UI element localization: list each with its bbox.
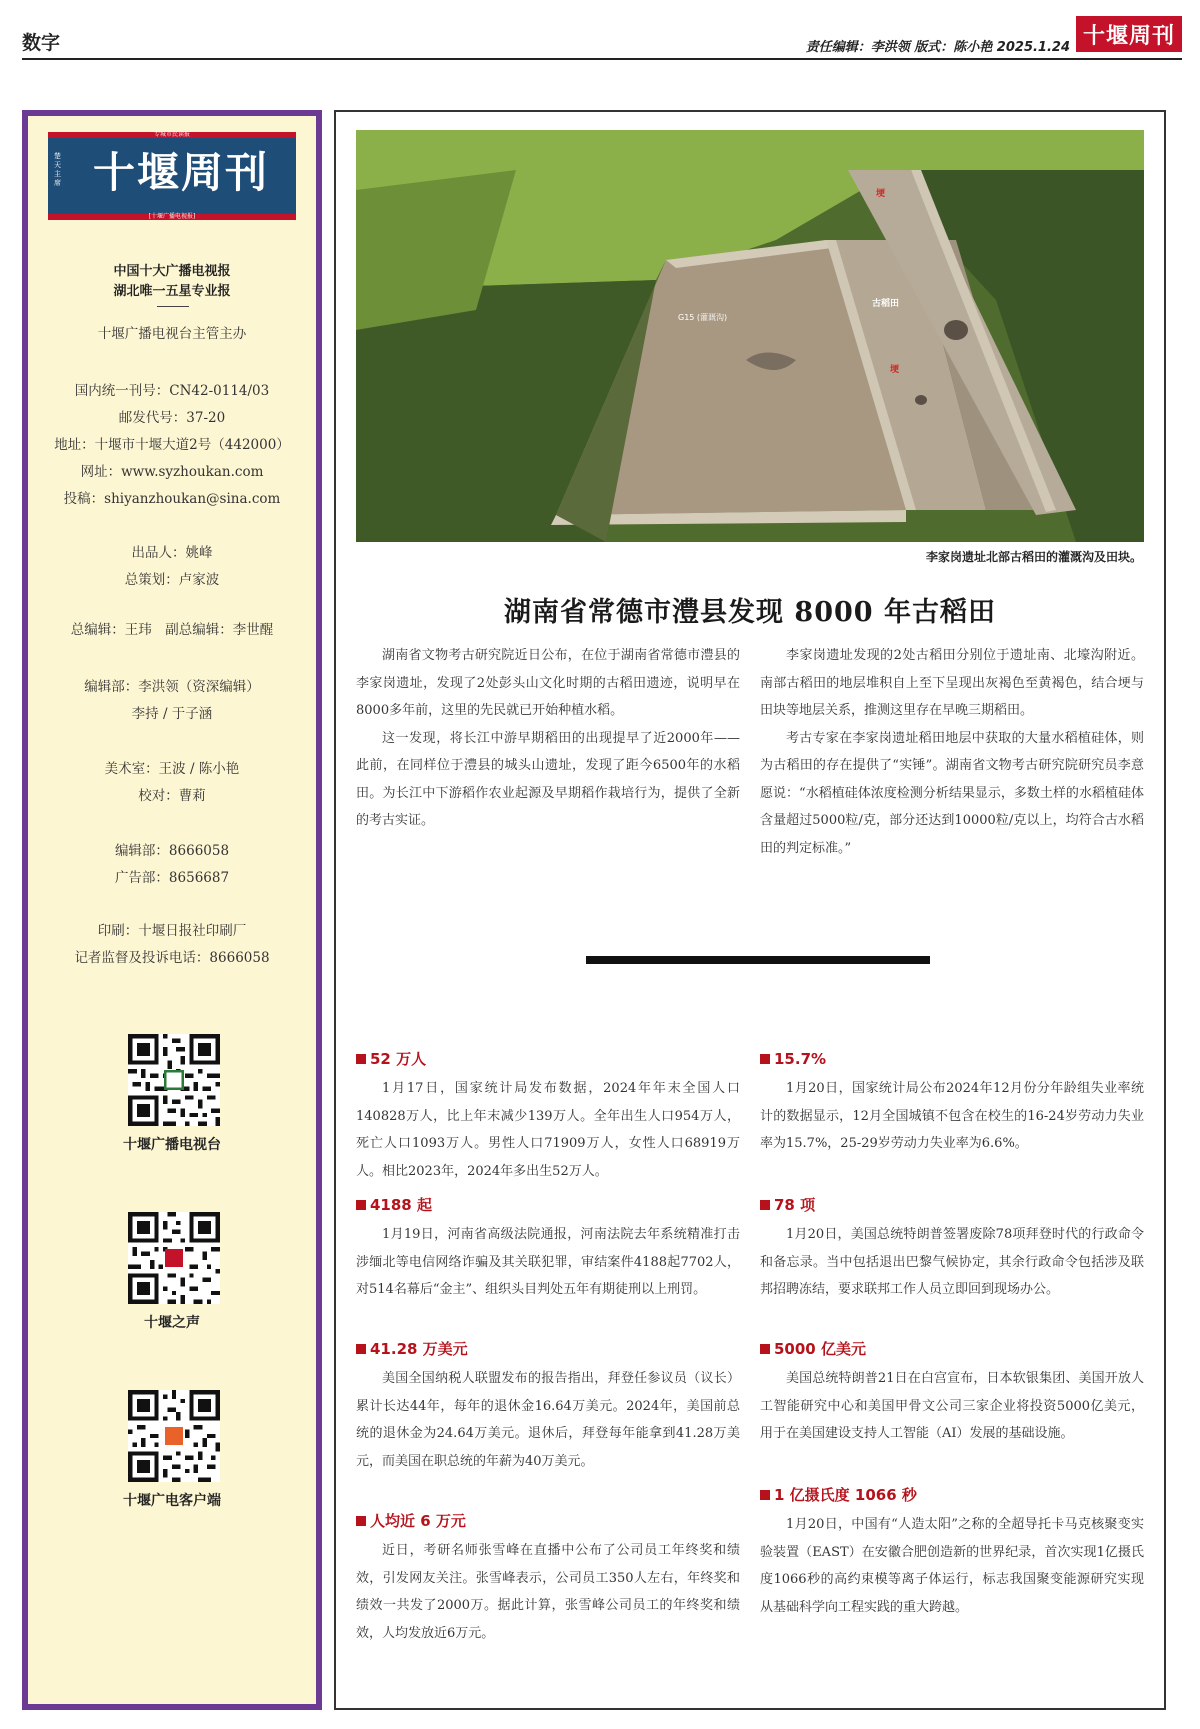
news-item-title bbox=[356, 1510, 740, 1532]
news-item-body: 美国全国纳税人联盟发布的报告指出，拜登任参议员（议长）累计长达44年，每年的退休金16.64万美元。2024年，美国前总统的退休金为24.64万美元。退休后，拜登每年能拿到41.28万美元，而美国在职总统的年薪为40万美元。 bbox=[356, 1371, 740, 1469]
red-square-icon bbox=[760, 1054, 770, 1064]
chief-editors-line: 总编辑：王玮 副总编辑：李世醒 bbox=[70, 622, 274, 638]
photo-label: 埂 bbox=[876, 189, 886, 199]
sidebar-masthead-panel bbox=[22, 110, 322, 1710]
article-paragraph: 这一发现，将长江中游早期稻田的出现提早了近2000年——此前，在同样位于澧县的城头山遗址，发现了距今6500年的水稻田。为长江中下游稻作农业起源及早期稻作栽培行为，提供了全新的考古实证。 bbox=[356, 730, 740, 828]
news-item bbox=[356, 1194, 740, 1304]
qr-code-icon bbox=[128, 1390, 220, 1482]
news-item bbox=[356, 1510, 740, 1647]
masthead-tagline: 专城市民读报 bbox=[153, 131, 190, 138]
news-item-title-text: 1 亿摄氏度 1066 秒 bbox=[774, 1486, 917, 1504]
masthead-side-text: 楚天主席 bbox=[54, 152, 61, 187]
news-item-title-text: 4188 起 bbox=[370, 1196, 432, 1214]
slogan-rule bbox=[157, 306, 189, 307]
news-item bbox=[356, 1048, 740, 1185]
news-item-title bbox=[760, 1194, 1144, 1216]
news-item-body: 1月19日，河南省高级法院通报，河南法院去年系统精准打击涉缅北等电信网络诈骗及其关联犯罪，审结案件4188起7702人，对514名幕后“金主”、组织头目判处五年有期徒刑以上刑罚。 bbox=[356, 1227, 740, 1297]
photo-label: 古稻田 bbox=[872, 299, 900, 309]
news-item-title-text: 52 万人 bbox=[370, 1050, 427, 1068]
red-square-icon bbox=[760, 1200, 770, 1210]
news-item bbox=[760, 1484, 1144, 1621]
phone-info bbox=[28, 838, 316, 892]
header-logo: 十堰周刊 bbox=[1076, 16, 1182, 52]
masthead-title: 十堰周刊 bbox=[92, 148, 269, 197]
red-square-icon bbox=[356, 1344, 366, 1354]
excavation-photo-image bbox=[356, 130, 1144, 542]
info-line: 邮发代号：37-20 bbox=[118, 410, 226, 426]
news-item-title bbox=[356, 1194, 740, 1216]
news-item-title bbox=[760, 1484, 1144, 1506]
info-line: 网址：www.syzhoukan.com bbox=[80, 464, 264, 480]
news-item-body: 1月20日，美国总统特朗普签署废除78项拜登时代的行政命令和备忘录。当中包括退出巴黎气候协定，其余行政命令包括涉及联邦招聘冻结，要求联邦工作人员立即回到现场办公。 bbox=[760, 1227, 1144, 1297]
editorial-info bbox=[28, 674, 316, 728]
red-square-icon bbox=[760, 1344, 770, 1354]
article-column-right bbox=[760, 642, 1144, 862]
slogan-line: 湖北唯一五星专业报 bbox=[113, 284, 231, 299]
qr-label: 十堰之声 bbox=[144, 1315, 200, 1331]
slogan-line: 中国十大广播电视报 bbox=[113, 264, 231, 279]
news-item-body: 1月20日，国家统计局公布2024年12月份分年龄组失业率统计的数据显示，12月全国城镇不包含在校生的16-24岁劳动力失业率为15.7%，25-29岁劳动力失业率为6.6%。 bbox=[760, 1081, 1144, 1151]
article-paragraph: 考古专家在李家岗遗址稻田地层中获取的大量水稻植硅体，则为古稻田的存在提供了“实锤”。湖南省文物考古研究院研究员李意愿说：“水稻植硅体浓度检测分析结果显示，多数土样的水稻植硅体含量超过5000粒/克，部分还达到10000粒/克以上，均符合古水稻田的判定标准。” bbox=[760, 730, 1144, 856]
photo-label: 埂 bbox=[890, 365, 900, 375]
qr-code-app[interactable] bbox=[128, 1390, 220, 1482]
phone-line: 编辑部：8666058 bbox=[114, 843, 230, 859]
editorial-line: 李持 / 于子涵 bbox=[131, 706, 213, 722]
news-item-title-text: 41.28 万美元 bbox=[370, 1340, 468, 1358]
news-item-title-text: 78 项 bbox=[774, 1196, 816, 1214]
slogan bbox=[28, 262, 316, 302]
news-item bbox=[356, 1338, 740, 1475]
news-item-title bbox=[760, 1338, 1144, 1360]
news-item-title bbox=[356, 1048, 740, 1070]
news-item-body: 1月17日，国家统计局发布数据，2024年年末全国人口140828万人，比上年末减少139万人。全年出生人口954万人，死亡人口1093万人。男性人口71909万人，女性人口68919万人。相比2023年，2024年多出生52万人。 bbox=[356, 1081, 740, 1179]
news-item bbox=[760, 1194, 1144, 1304]
news-item-title-text: 5000 亿美元 bbox=[774, 1340, 866, 1358]
news-item-title-text: 人均近 6 万元 bbox=[370, 1512, 466, 1530]
news-item-title bbox=[356, 1338, 740, 1360]
print-line: 记者监督及投诉电话：8666058 bbox=[74, 950, 270, 966]
phone-line: 广告部：8656687 bbox=[114, 870, 230, 886]
section-title: 数字 bbox=[22, 32, 61, 54]
news-item-title-text: 15.7% bbox=[774, 1050, 827, 1068]
qr-code-icon bbox=[128, 1034, 220, 1126]
sponsor-line: 十堰广播电视台主管主办 bbox=[97, 326, 247, 342]
art-line: 校对：曹莉 bbox=[138, 788, 206, 804]
news-item bbox=[760, 1048, 1144, 1158]
article-headline: 湖南省常德市澧县发现 8000 年古稻田 bbox=[504, 597, 996, 628]
aerial-photo-rice-paddy bbox=[356, 130, 1144, 542]
page-credits: 责任编辑：李洪领 版式：陈小艳 2025.1.24 bbox=[805, 40, 1070, 55]
news-item-title bbox=[760, 1048, 1144, 1070]
masthead-subtitle: [十堰广播电视报] bbox=[148, 213, 196, 220]
header-rule bbox=[22, 58, 1182, 60]
news-item bbox=[760, 1338, 1144, 1448]
newspaper-masthead bbox=[48, 132, 296, 220]
article-column-left bbox=[356, 642, 740, 835]
qr-label: 十堰广电客户端 bbox=[123, 1493, 221, 1509]
news-item-body: 1月20日，中国有“人造太阳”之称的全超导托卡马克核聚变实验装置（EAST）在安徽合肥创造新的世界纪录，首次实现1亿摄氏度1066秒的高约束模等离子体运行，标志我国聚变能源研究实现从基础科学向工程实践的重大跨越。 bbox=[760, 1517, 1144, 1615]
red-square-icon bbox=[356, 1054, 366, 1064]
publication-info bbox=[28, 378, 316, 513]
art-line: 美术室：王波 / 陈小艳 bbox=[104, 761, 240, 777]
producer-info bbox=[28, 540, 316, 594]
qr-code-icon bbox=[128, 1212, 220, 1304]
print-line: 印刷：十堰日报社印刷厂 bbox=[97, 923, 247, 939]
info-line: 投稿：shiyanzhoukan@sina.com bbox=[63, 491, 281, 507]
info-line: 国内统一刊号：CN42-0114/03 bbox=[74, 383, 270, 399]
qr-label: 十堰广播电视台 bbox=[123, 1137, 221, 1153]
red-square-icon bbox=[760, 1490, 770, 1500]
qr-code-tv[interactable] bbox=[128, 1034, 220, 1126]
print-info bbox=[28, 918, 316, 972]
news-item-body: 美国总统特朗普21日在白宫宣布，日本软银集团、美国开放人工智能研究中心和美国甲骨文公司三家企业将投资5000亿美元，用于在美国建设支持人工智能（AI）发展的基础设施。 bbox=[760, 1371, 1144, 1441]
main-article-box bbox=[334, 110, 1166, 1710]
article-paragraph: 湖南省文物考古研究院近日公布，在位于湖南省常德市澧县的李家岗遗址，发现了2处彭头山文化时期的古稻田遗迹，说明早在8000多年前，这里的先民就已开始种植水稻。 bbox=[356, 648, 740, 718]
producer-line: 总策划：卢家波 bbox=[124, 572, 220, 588]
section-divider bbox=[586, 956, 930, 964]
red-square-icon bbox=[356, 1516, 366, 1526]
editorial-line: 编辑部：李洪领（资深编辑） bbox=[84, 679, 260, 695]
art-info bbox=[28, 756, 316, 810]
info-line: 地址：十堰市十堰大道2号（442000） bbox=[54, 437, 290, 453]
producer-line: 出品人：姚峰 bbox=[131, 545, 213, 561]
article-paragraph: 李家岗遗址发现的2处古稻田分别位于遗址南、北壕沟附近。南部古稻田的地层堆积自上至下呈现出灰褐色至黄褐色，结合埂与田块等地层关系，推测这里存在早晚三期稻田。 bbox=[760, 648, 1144, 718]
qr-code-voice[interactable] bbox=[128, 1212, 220, 1304]
photo-caption: 李家岗遗址北部古稻田的灌溉沟及田块。 bbox=[925, 550, 1142, 564]
red-square-icon bbox=[356, 1200, 366, 1210]
photo-label: G15 (灌溉沟) bbox=[678, 313, 728, 322]
news-item-body: 近日，考研名师张雪峰在直播中公布了公司员工年终奖和绩效，引发网友关注。张雪峰表示，公司员工350人左右，年终奖和绩效一共发了2000万。据此计算，张雪峰公司员工的年终奖和绩效，人均发放近6万元。 bbox=[356, 1543, 740, 1641]
